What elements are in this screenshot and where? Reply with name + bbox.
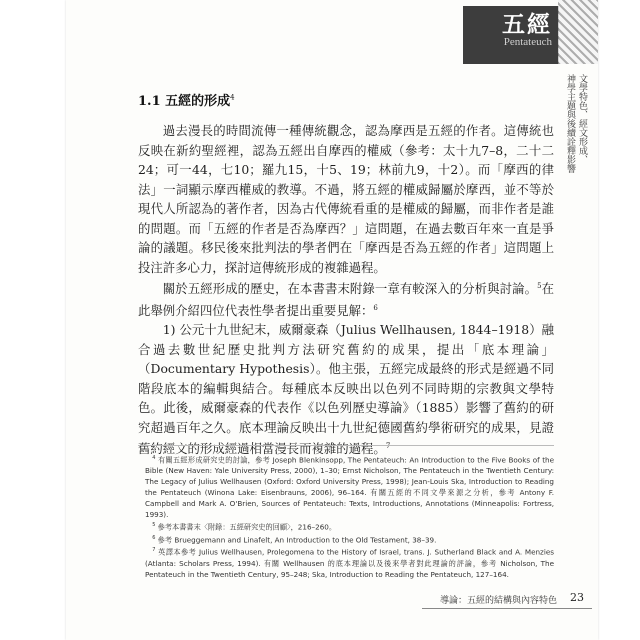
footnote-text: 參考 Brueggemann and Linafelt, An Introduction to the Old Testament, 38–39. bbox=[155, 535, 437, 545]
footnote bbox=[145, 545, 554, 579]
footnote-divider bbox=[138, 445, 554, 446]
body-paragraph bbox=[138, 277, 554, 320]
paragraph-text: 在此舉例介紹四位代表性學者提出重要見解： bbox=[138, 281, 555, 318]
section-heading-text: 1.1 五經的形成 bbox=[138, 94, 231, 109]
footnote-number: 6 bbox=[152, 534, 156, 541]
footnote bbox=[145, 520, 554, 532]
decorative-pattern-icon bbox=[558, 0, 598, 64]
footnote bbox=[145, 533, 554, 545]
paragraph-text: 1) 公元十九世紀末，威爾豪森（Julius Wellhausen, 1844–1918）融合過去數世紀歷史批判方法研究舊約的成果，提出「底本理論」（Documentary Hypothesis）。他主張，五經完成最終的形式是經過不同階段底本的編輯與結合。每種底本反映出以色列不同時期的宗教與文學特色。此後，威爾豪森的代表作《以色列歷史導論》（1885）影響了舊約的研究超過百年之久。底本理論反映出十九世紀德國舊約學術研究的成果，見證舊約經文的形成經過相當漫長而複雜的過程。 bbox=[138, 322, 554, 457]
body-paragraph bbox=[138, 121, 554, 277]
body-paragraph bbox=[138, 320, 554, 459]
running-footer: 導論：五經的結構與內容特色 bbox=[440, 596, 558, 606]
footnote-text: 英譯本參考 Julius Wellhausen, Prolegomena to the History of Israel, trans. J. Sutherland Black and A. Menzies (Atlanta: Scholars Press, 1994). 有關 Wellhausen 的底本理論以及後來學者對此理論的評論，參考 Nicholson, The Pentateuch in the Twentieth Century, 95–248; Ska, Introduction to Reading the Pentateuch, 127–164. bbox=[145, 547, 554, 579]
footnote bbox=[145, 453, 554, 520]
side-title-line-2: 神學主題與後續詮釋影響 bbox=[565, 74, 575, 173]
body-text bbox=[138, 121, 554, 459]
footer-rule bbox=[422, 608, 592, 609]
book-page bbox=[66, 0, 598, 640]
footnote-number: 7 bbox=[152, 547, 156, 554]
footnote-text: 有關五經形成研究史的討論，參考 Joseph Blenkinsopp, The Pentateuch: An Introduction to the Five Books of the Bible (New Haven: Yale University Press, 2000), 1–30; Ernst Nicholson, The Pentateuch in the Twentieth Century: The Legacy of Julius Wellhausen (Oxford: Oxford University Press, 1998); Jean-Louis Ska, Introduction to Reading the Pentateuch (Winona Lake: Eisenbrauns, 2006), 96–164. 有關五經的不同文學來源之分析，參考 Antony F. Campbell and Mark A. O'Brien, Sources of Pentateuch: Texts, Introductions, Annotations (Minneapolis: Fortress, 1993). bbox=[145, 455, 554, 520]
paragraph-text: 關於五經形成的歷史，在本書書末附錄一章有較深入的分析與討論。 bbox=[162, 281, 538, 297]
side-title-line-1: 文學特色、經文形成、 bbox=[577, 74, 587, 164]
paragraph-text: 過去漫長的時間流傳一種傳統觀念，認為摩西是五經的作者。這傳統也反映在新約聖經裡，認為五經出自摩西的權威（參考：太十九7–8，二十二24；可一44，七10；羅九15，十5、19；林前九9，十2）。而「摩西的律法」一詞顯示摩西權威的教導。不過，將五經的權威歸屬於摩西，並不等於現代人所認為的著作者，因為古代傳統看重的是權威的歸屬，而非作者是誰的問題。而「五經的作者是否為摩西？」這問題，在過去數百年來一直是爭論的議題。移民後來批判法的學者們在「摩西是否為五經的作者」這問題上投注許多心力，探討這傳統形成的複雜過程。 bbox=[138, 123, 554, 275]
footnote-text: 參考本書書末〈附錄：五經研究史的回顧〉，216–260。 bbox=[155, 522, 337, 532]
page-number: 23 bbox=[570, 591, 584, 604]
footnote-number: 4 bbox=[152, 455, 156, 461]
footnotes bbox=[145, 453, 554, 580]
chapter-title: 五經 bbox=[502, 11, 552, 38]
footnote-ref: 4 bbox=[230, 93, 235, 102]
chapter-subtitle: Pentateuch bbox=[503, 36, 552, 48]
section-heading bbox=[138, 90, 235, 109]
footnote-ref: 7 bbox=[385, 442, 391, 451]
footnote-number: 5 bbox=[152, 522, 156, 529]
footnote-ref: 5 bbox=[537, 282, 542, 290]
footnote-ref: 6 bbox=[373, 303, 378, 312]
